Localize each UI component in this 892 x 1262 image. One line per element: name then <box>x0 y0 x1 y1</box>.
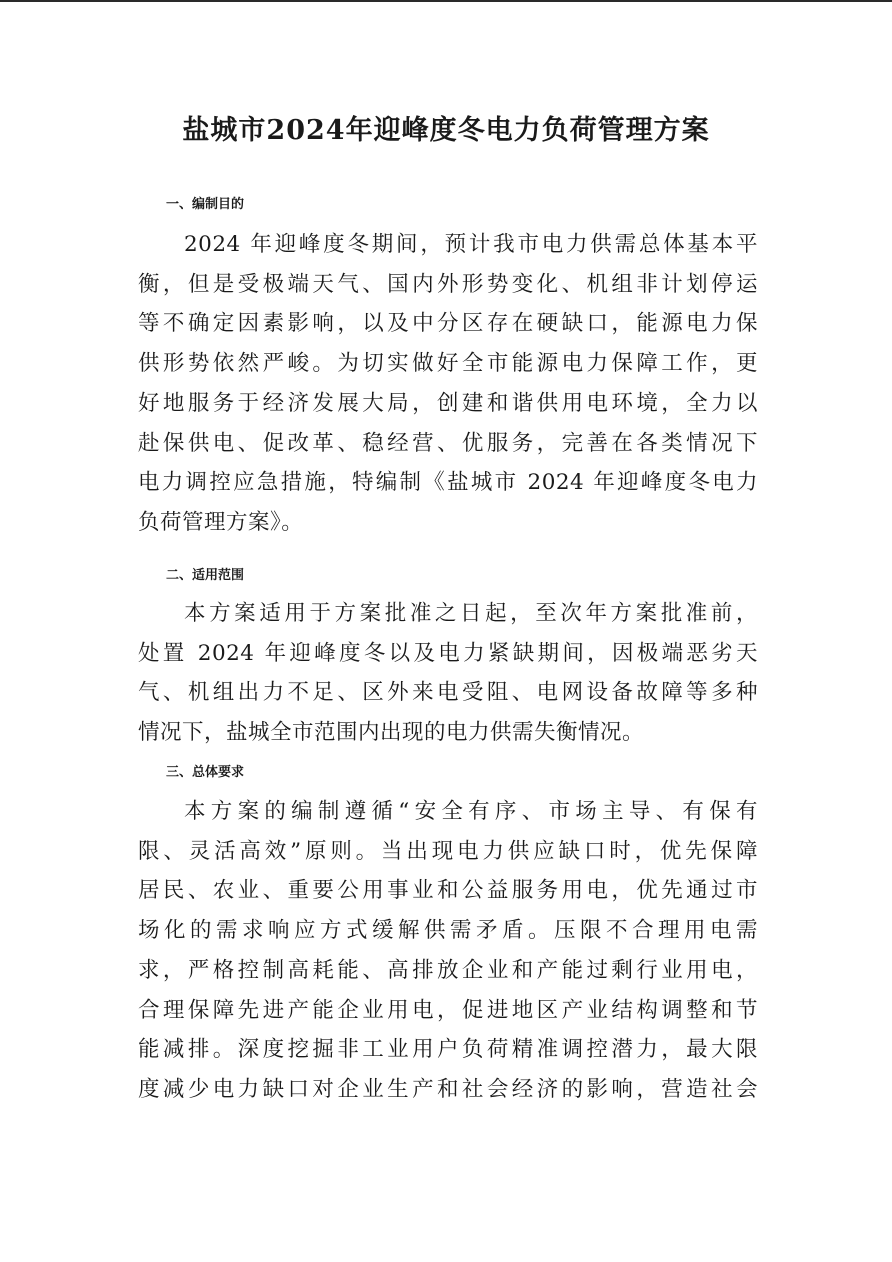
section-heading-requirements: 三、总体要求 <box>166 765 245 780</box>
paragraph-line: 处置 2024 年迎峰度冬以及电力紧缺期间，因极端恶劣天 <box>138 640 758 666</box>
paragraph-line: 合理保障先进产能企业用电，促进地区产业结构调整和节 <box>138 997 758 1023</box>
paragraph-line: 度减少电力缺口对企业生产和社会经济的影响，营造社会 <box>138 1076 758 1102</box>
section-body-scope <box>138 594 758 753</box>
section-heading-scope: 二、适用范围 <box>166 568 245 583</box>
paragraph-line: 等不确定因素影响，以及中分区存在硬缺口，能源电力保 <box>138 311 758 337</box>
paragraph-line: 电力调控应急措施，特编制《盐城市 2024 年迎峰度冬电力 <box>138 470 758 496</box>
paragraph-line: 场化的需求响应方式缓解供需矛盾。压限不合理用电需 <box>138 918 758 944</box>
section-body-requirements <box>138 792 758 1110</box>
paragraph-line: 赴保供电、促改革、稳经营、优服务，完善在各类情况下 <box>138 430 758 456</box>
page-top-border <box>0 0 892 2</box>
paragraph-line: 衡，但是受极端天气、国内外形势变化、机组非计划停运 <box>138 271 758 297</box>
paragraph-line: 气、机组出力不足、区外来电受阻、电网设备故障等多种 <box>138 680 758 706</box>
document-title: 盐城市2024年迎峰度冬电力负荷管理方案 <box>182 115 710 146</box>
paragraph-line: 负荷管理方案》。 <box>138 509 304 535</box>
paragraph-line: 本方案适用于方案批准之日起，至次年方案批准前， <box>184 601 758 626</box>
paragraph-line: 2024 年迎峰度冬期间，预计我市电力供需总体基本平 <box>184 232 758 257</box>
paragraph-line: 居民、农业、重要公用事业和公益服务用电，优先通过市 <box>138 878 758 904</box>
paragraph-line: 求，严格控制高耗能、高排放企业和产能过剩行业用电， <box>138 957 758 983</box>
paragraph-line: 供形势依然严峻。为切实做好全市能源电力保障工作，更 <box>138 351 758 377</box>
paragraph-line: 本方案的编制遵循“安全有序、市场主导、有保有 <box>184 799 758 824</box>
paragraph-line: 能减排。深度挖掘非工业用户负荷精准调控潜力，最大限 <box>138 1037 758 1063</box>
section-heading-purpose: 一、编制目的 <box>166 197 245 212</box>
paragraph-line: 情况下，盐城全市范围内出现的电力供需失衡情况。 <box>138 720 645 746</box>
section-body-purpose <box>138 225 758 543</box>
paragraph-line: 限、灵活高效”原则。当出现电力供应缺口时，优先保障 <box>138 838 758 864</box>
paragraph-line: 好地服务于经济发展大局，创建和谐供用电环境，全力以 <box>138 390 758 416</box>
